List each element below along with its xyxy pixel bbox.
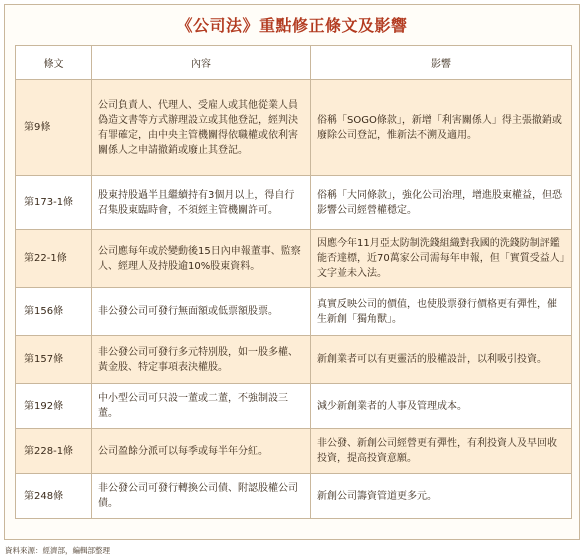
article-cell: 第157條 (16, 336, 92, 384)
page-title: 《公司法》重點修正條文及影響 (176, 15, 408, 35)
impact-cell: 非公發、新創公司經營更有彈性，有利投資人及早回收投資，提高投資意願。 (311, 429, 572, 474)
impact-cell: 因應今年11月亞太防制洗錢組織對我國的洗錢防制評鑑能否達標，近70萬家公司需每年申報，但「實質受益人」文字並未入法。 (311, 230, 572, 288)
impact-cell: 新創公司籌資管道更多元。 (311, 474, 572, 519)
table-row (16, 80, 572, 176)
table-header-row (16, 46, 572, 80)
impact-cell: 俗稱「大同條款」，強化公司治理，增進股東權益，但恐影響公司經營權穩定。 (311, 176, 572, 230)
table-row (16, 176, 572, 230)
article-cell: 第228-1條 (16, 429, 92, 474)
article-cell: 第22-1條 (16, 230, 92, 288)
content-cell: 非公發公司可發行多元特別股，如一股多權、黃金股、特定事項表決權股。 (92, 336, 311, 384)
content-cell: 公司應每年或於變動後15日內申報董事、監察人、經理人及持股逾10%股東資料。 (92, 230, 311, 288)
table-row (16, 336, 572, 384)
table-card (4, 4, 580, 540)
table-row (16, 474, 572, 519)
source-note: 資料來源：經濟部，編輯部整理 (5, 546, 110, 555)
impact-cell: 減少新創業者的人事及管理成本。 (311, 384, 572, 429)
content-cell: 公司盈餘分派可以每季或每半年分紅。 (92, 429, 311, 474)
article-cell: 第248條 (16, 474, 92, 519)
article-cell: 第192條 (16, 384, 92, 429)
content-cell: 中小型公司可只設一董或二董，不強制設三董。 (92, 384, 311, 429)
table-row (16, 429, 572, 474)
table-row (16, 230, 572, 288)
header-article: 條文 (16, 46, 92, 80)
amendments-table (15, 45, 572, 519)
header-impact: 影響 (311, 46, 572, 80)
impact-cell: 俗稱「SOGO條款」，新增「利害關係人」得主張撤銷或廢除公司登記，惟新法不溯及適用。 (311, 80, 572, 176)
content-cell: 非公發公司可發行轉換公司債、附認股權公司債。 (92, 474, 311, 519)
content-cell: 非公發公司可發行無面額或低票額股票。 (92, 288, 311, 336)
impact-cell: 真實反映公司的價值，也使股票發行價格更有彈性，催生新創「獨角獸」。 (311, 288, 572, 336)
article-cell: 第173-1條 (16, 176, 92, 230)
impact-cell: 新創業者可以有更靈活的股權設計，以利吸引投資。 (311, 336, 572, 384)
table-row (16, 384, 572, 429)
header-content: 內容 (92, 46, 311, 80)
article-cell: 第9條 (16, 80, 92, 176)
content-cell: 公司負責人、代理人、受雇人或其他從業人員偽造文書等方式辦理設立或其他登記，經判決有罪確定，由中央主管機關得依職權或依利害關係人之申請撤銷或廢止其登記。 (92, 80, 311, 176)
article-cell: 第156條 (16, 288, 92, 336)
table-row (16, 288, 572, 336)
content-cell: 股東持股過半且繼續持有3個月以上，得自行召集股東臨時會，不須經主管機關許可。 (92, 176, 311, 230)
